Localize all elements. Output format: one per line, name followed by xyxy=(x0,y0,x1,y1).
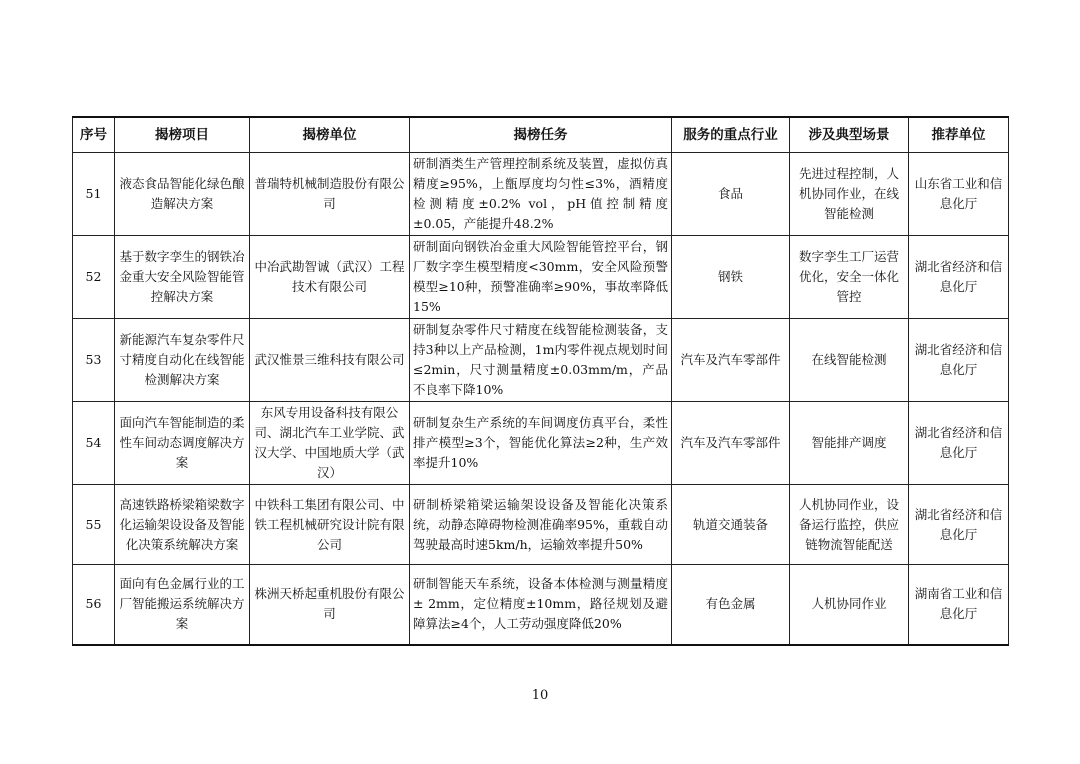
cell-scenario: 智能排产调度 xyxy=(790,402,909,485)
cell-scenario: 先进过程控制，人机协同作业，在线智能检测 xyxy=(790,153,909,236)
cell-unit: 武汉惟景三维科技有限公司 xyxy=(250,319,410,402)
cell-task: 研制复杂零件尺寸精度在线智能检测装备，支持3种以上产品检测，1m内零件视点规划时间≤2min，尺寸测量精度±0.03mm/m，产品不良率下降10% xyxy=(410,319,672,402)
cell-project: 液态食品智能化绿色酿造解决方案 xyxy=(115,153,250,236)
table-row xyxy=(73,236,1009,319)
cell-scenario: 人机协同作业 xyxy=(790,565,909,645)
cell-recommender: 山东省工业和信息化厅 xyxy=(909,153,1009,236)
project-table xyxy=(72,116,1009,646)
cell-no: 55 xyxy=(73,485,115,565)
cell-no: 53 xyxy=(73,319,115,402)
cell-no: 52 xyxy=(73,236,115,319)
cell-scenario: 数字孪生工厂运营优化，安全一体化管控 xyxy=(790,236,909,319)
table-row xyxy=(73,485,1009,565)
cell-unit: 中冶武勘智诚（武汉）工程技术有限公司 xyxy=(250,236,410,319)
cell-recommender: 湖南省工业和信息化厅 xyxy=(909,565,1009,645)
cell-task: 研制酒类生产管理控制系统及装置，虚拟仿真精度≥95%，上甑厚度均匀性≤3%，酒精度检测精度±0.2% vol，pH值控制精度±0.05，产能提升48.2% xyxy=(410,153,672,236)
cell-industry: 汽车及汽车零部件 xyxy=(672,319,790,402)
cell-task: 研制智能天车系统，设备本体检测与测量精度± 2mm，定位精度±10mm，路径规划及避障算法≥4个，人工劳动强度降低20% xyxy=(410,565,672,645)
cell-no: 51 xyxy=(73,153,115,236)
cell-task: 研制面向钢铁冶金重大风险智能管控平台，钢厂数字孪生模型精度<30mm，安全风险预警模型≥10种，预警准确率≥90%，事故率降低15% xyxy=(410,236,672,319)
table-row xyxy=(73,565,1009,645)
cell-project: 面向有色金属行业的工厂智能搬运系统解决方案 xyxy=(115,565,250,645)
page-number: 10 xyxy=(531,688,549,703)
cell-no: 54 xyxy=(73,402,115,485)
cell-unit: 株洲天桥起重机股份有限公司 xyxy=(250,565,410,645)
cell-project: 新能源汽车复杂零件尺寸精度自动化在线智能检测解决方案 xyxy=(115,319,250,402)
cell-unit: 中铁科工集团有限公司、中铁工程机械研究设计院有限公司 xyxy=(250,485,410,565)
cell-industry: 钢铁 xyxy=(672,236,790,319)
header-scenario: 涉及典型场景 xyxy=(790,117,909,153)
cell-industry: 食品 xyxy=(672,153,790,236)
table-row xyxy=(73,402,1009,485)
cell-recommender: 湖北省经济和信息化厅 xyxy=(909,402,1009,485)
cell-task: 研制桥梁箱梁运输架设设备及智能化决策系统，动静态障碍物检测准确率95%，重载自动驾驶最高时速5km/h，运输效率提升50% xyxy=(410,485,672,565)
header-recommender: 推荐单位 xyxy=(909,117,1009,153)
table-header-row xyxy=(73,117,1009,153)
cell-project: 面向汽车智能制造的柔性车间动态调度解决方案 xyxy=(115,402,250,485)
cell-industry: 有色金属 xyxy=(672,565,790,645)
header-no: 序号 xyxy=(73,117,115,153)
header-project: 揭榜项目 xyxy=(115,117,250,153)
cell-industry: 轨道交通装备 xyxy=(672,485,790,565)
cell-scenario: 人机协同作业，设备运行监控，供应链物流智能配送 xyxy=(790,485,909,565)
cell-task: 研制复杂生产系统的车间调度仿真平台，柔性排产模型≥3个，智能优化算法≥2种，生产效率提升10% xyxy=(410,402,672,485)
cell-industry: 汽车及汽车零部件 xyxy=(672,402,790,485)
cell-unit: 东风专用设备科技有限公司、湖北汽车工业学院、武汉大学、中国地质大学（武汉） xyxy=(250,402,410,485)
table-row xyxy=(73,153,1009,236)
header-unit: 揭榜单位 xyxy=(250,117,410,153)
cell-recommender: 湖北省经济和信息化厅 xyxy=(909,236,1009,319)
cell-project: 基于数字孪生的钢铁冶金重大安全风险智能管控解决方案 xyxy=(115,236,250,319)
cell-project: 高速铁路桥梁箱梁数字化运输架设设备及智能化决策系统解决方案 xyxy=(115,485,250,565)
header-task: 揭榜任务 xyxy=(410,117,672,153)
table-row xyxy=(73,319,1009,402)
header-industry: 服务的重点行业 xyxy=(672,117,790,153)
cell-unit: 普瑞特机械制造股份有限公司 xyxy=(250,153,410,236)
cell-no: 56 xyxy=(73,565,115,645)
cell-scenario: 在线智能检测 xyxy=(790,319,909,402)
cell-recommender: 湖北省经济和信息化厅 xyxy=(909,485,1009,565)
cell-recommender: 湖北省经济和信息化厅 xyxy=(909,319,1009,402)
